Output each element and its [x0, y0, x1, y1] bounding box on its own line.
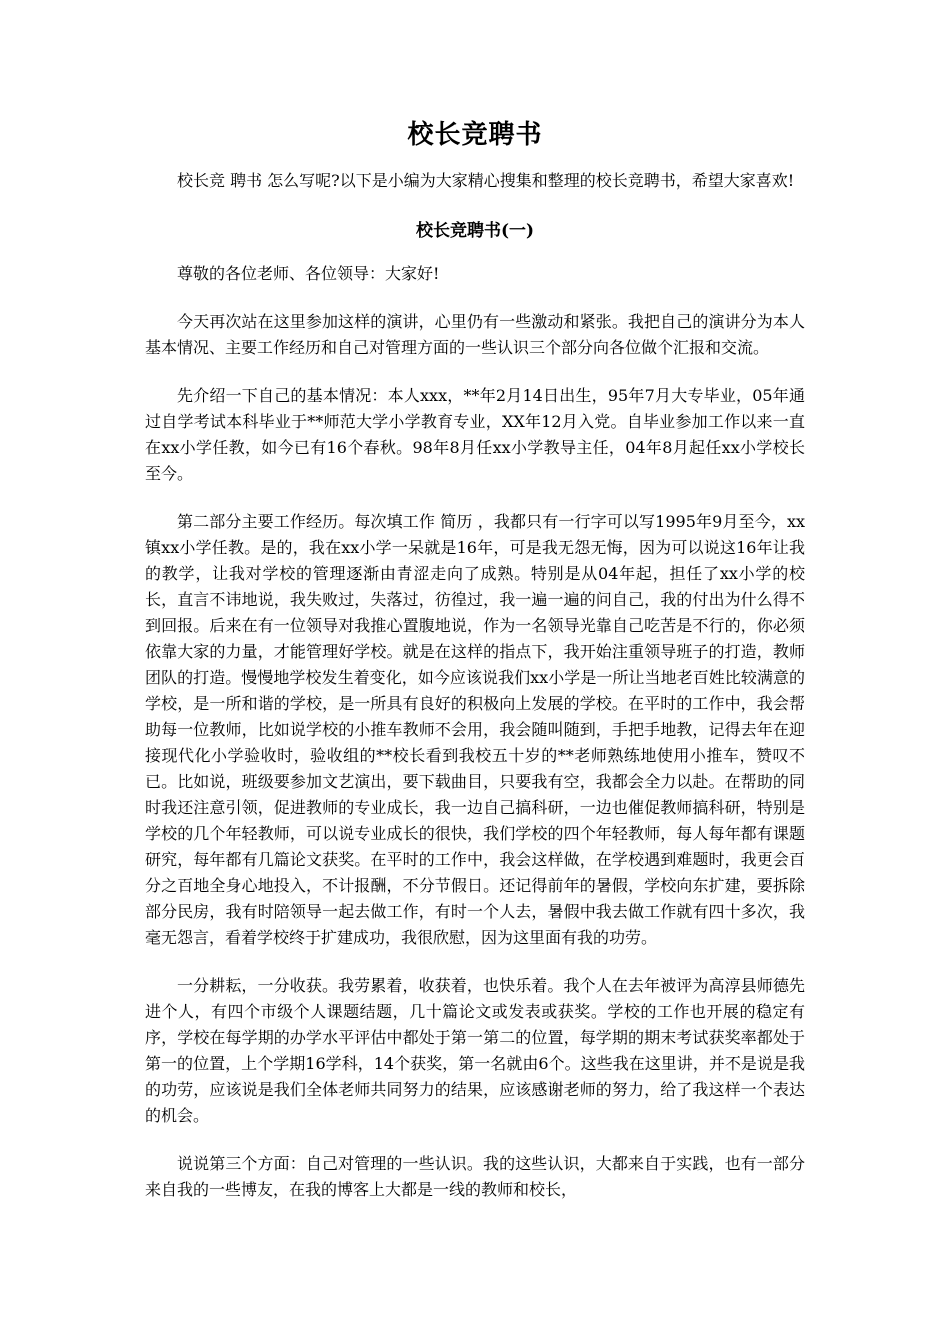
paragraph-basic-info: 先介绍一下自己的基本情况：本人xxx，**年2月14日出生，95年7月大专毕业，05年通过自学考试本科毕业于**师范大学小学教育专业，XX年12月入党。自毕业参加工作以来一直在xx小学任教，如今已有16个春秋。98年8月任xx小学教导主任，04年8月起任xx小学校长至今。 — [145, 386, 805, 483]
paragraph-greeting: 尊敬的各位老师、各位领导：大家好! — [177, 264, 440, 283]
document-title: 校长竞聘书 — [407, 120, 543, 150]
paragraph-management-views: 说说第三个方面：自己对管理的一些认识。我的这些认识，大都来自于实践，也有一部分来自我的一些博友，在我的博客上大都是一线的教师和校长， — [145, 1154, 805, 1199]
document-body — [145, 168, 805, 1203]
paragraph-opening: 今天再次站在这里参加这样的演讲，心里仍有一些激动和紧张。我把自己的演讲分为本人基本情况、主要工作经历和自己对管理方面的一些认识三个部分向各位做个汇报和交流。 — [145, 312, 805, 357]
intro-paragraph: 校长竞 聘书 怎么写呢?以下是小编为大家精心搜集和整理的校长竞聘书，希望大家喜欢! — [177, 171, 795, 190]
paragraph-work-experience: 第二部分主要工作经历。每次填工作 简历 ，我都只有一行字可以写1995年9月至今，xx镇xx小学任教。是的，我在xx小学一呆就是16年，可是我无怨无悔，因为可以说这16年让我的教学，让我对学校的管理逐渐由青涩走向了成熟。特别是从04年起，担任了xx小学的校长，直言不讳地说，我失败过，失落过，彷徨过，我一遍一遍的问自己，我的付出为什么得不到回报。后来在有一位领导对我推心置腹地说，作为一名领导光靠自己吃苦是不行的，你必须依靠大家的力量，才能管理好学校。就是在这样的指点下，我开始注重领导班子的打造，教师团队的打造。慢慢地学校发生着变化，如今应该说我们xx小学是一所让当地老百姓比较满意的学校，是一所和谐的学校，是一所具有良好的积极向上发展的学校。在平时的工作中，我会帮助每一位教师，比如说学校的小推车教师不会用，我会随叫随到，手把手地教，记得去年在迎接现代化小学验收时，验收组的**校长看到我校五十岁的**老师熟练地使用小推车，赞叹不已。比如说，班级要参加文艺演出，要下载曲目，只要我有空，我都会全力以赴。在帮助的同时我还注意引领，促进教师的专业成长，我一边自己搞科研，一边也催促教师搞科研，特别是学校的几个年轻教师，可以说专业成长的很快，我们学校的四个年轻教师，每人每年都有课题研究，每年都有几篇论文获奖。在平时的工作中，我会这样做，在学校遇到难题时，我更会百分之百地全身心地投入，不计报酬，不分节假日。还记得前年的暑假，学校向东扩建，要拆除部分民房，我有时陪领导一起去做工作，有时一个人去，暑假中我去做工作就有四十多次，我毫无怨言，看着学校终于扩建成功，我很欣慰，因为这里面有我的功劳。 — [145, 512, 805, 947]
paragraph-achievements: 一分耕耘，一分收获。我劳累着，收获着，也快乐着。我个人在去年被评为高淳县师德先进个人，有四个市级个人课题结题，几十篇论文或发表或获奖。学校的工作也开展的稳定有序，学校在每学期的办学水平评估中都处于第一第二的位置，每学期的期末考试获奖率都处于第一的位置，上个学期16学科，14个获奖，第一名就由6个。这些我在这里讲，并不是说是我的功劳，应该说是我们全体老师共同努力的结果，应该感谢老师的努力，给了我这样一个表达的机会。 — [145, 976, 805, 1125]
section-title: 校长竞聘书(一) — [415, 221, 535, 241]
